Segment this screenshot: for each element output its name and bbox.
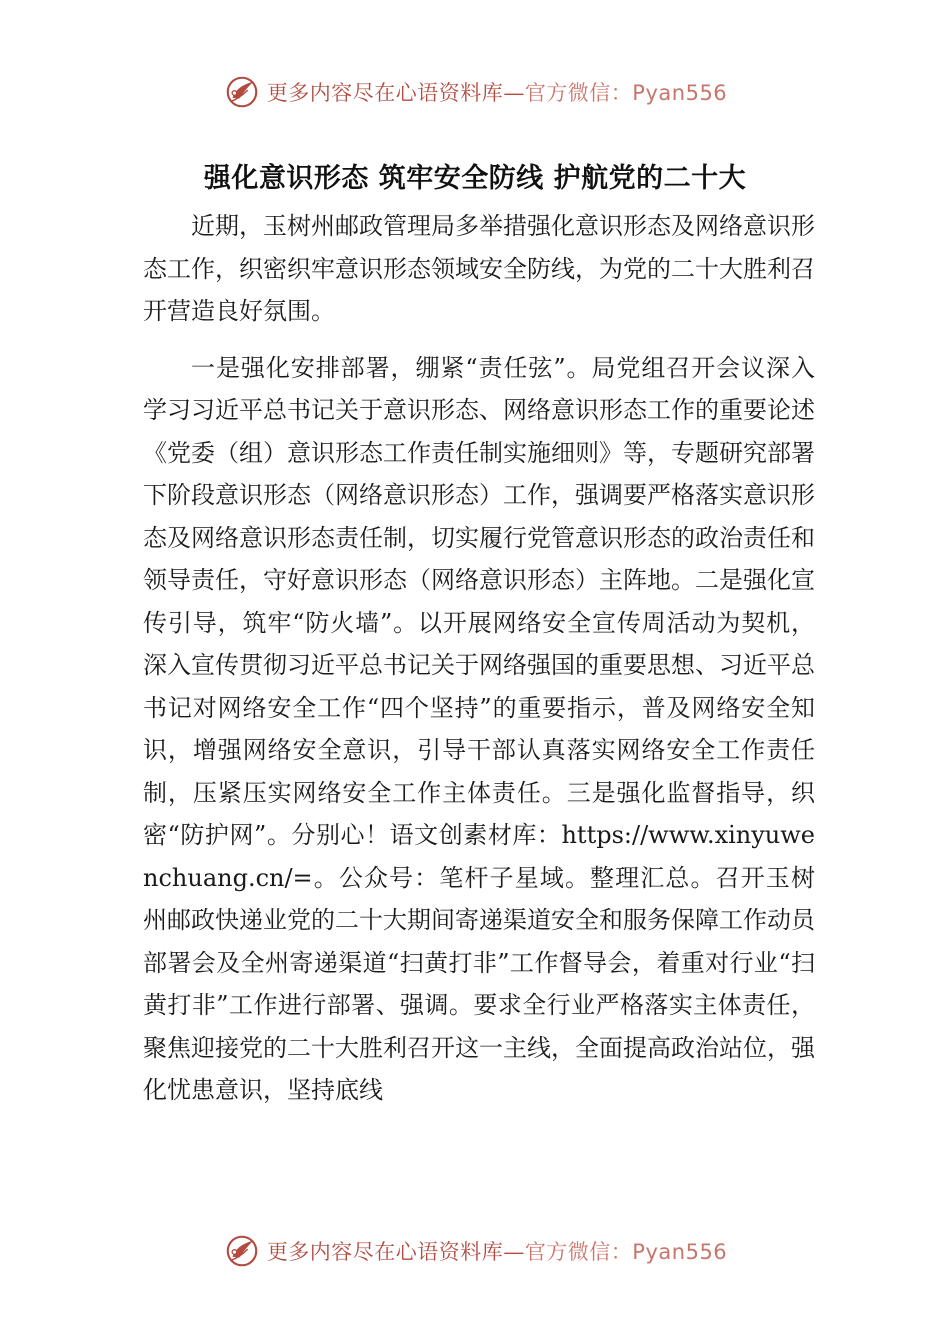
watermark-separator: — xyxy=(503,1240,525,1264)
paragraph-main: 一是强化安排部署，绷紧“责任弦”。局党组召开会议深入学习习近平总书记关于意识形态、网络意识形态工作的重要论述《党委（组）意识形态工作责任制实施细则》等，专题研究部署下阶段意识形态（网络意识形态）工作，强调要严格落实意识形态及网络意识形态责任制，切实履行党管意识形态的政治责任和领导责任，守好意识形态（网络意识形态）主阵地。二是强化宣传引导，筑牢“防火墙”。以开展网络安全宣传周活动为契机，深入宣传贯彻习近平总书记关于网络强国的重要思想、习近平总书记对网络安全工作“四个坚持”的重要指示，普及网络安全知识，增强网络安全意识，引导干部认真落实网络安全工作责任制，压紧压实网络安全工作主体责任。三是强化监督指导，织密“防护网”。分别心！语文创素材库：https://www.xinyuwenchuang.cn/=。公众号：笔杆子星域。整理汇总。召开玉树州邮政快递业党的二十大期间寄递渠道安全和服务保障工作动员部署会及全州寄递渠道“扫黄打非”工作督导会，着重对行业“扫黄打非”工作进行部署、强调。要求全行业严格落实主体责任，聚焦迎接党的二十大胜利召开这一主线，全面提高政治站位，强化忧患意识，坚持底线 xyxy=(143,353,815,1104)
quill-swirl-logo-icon xyxy=(223,1232,261,1270)
quill-swirl-logo-icon xyxy=(223,73,261,111)
watermark-text xyxy=(267,1236,727,1266)
footer-watermark-banner xyxy=(0,1229,950,1273)
watermark-wechat: 官方微信：Pyan556 xyxy=(524,1240,728,1264)
watermark-site-name: 更多内容尽在心语资料库 xyxy=(266,81,504,105)
watermark-site-name: 更多内容尽在心语资料库 xyxy=(266,1240,504,1264)
article-body xyxy=(143,205,815,1112)
header-watermark-banner xyxy=(0,70,950,114)
paragraph-intro: 近期，玉树州邮政管理局多举措强化意识形态及网络意识形态工作，织密织牢意识形态领域安全防线，为党的二十大胜利召开营造良好氛围。 xyxy=(143,212,815,325)
watermark-wechat: 官方微信：Pyan556 xyxy=(524,81,728,105)
watermark-text xyxy=(267,77,727,107)
page-title: 强化意识形态 筑牢安全防线 护航党的二十大 xyxy=(203,163,747,195)
watermark-separator: — xyxy=(503,81,525,105)
